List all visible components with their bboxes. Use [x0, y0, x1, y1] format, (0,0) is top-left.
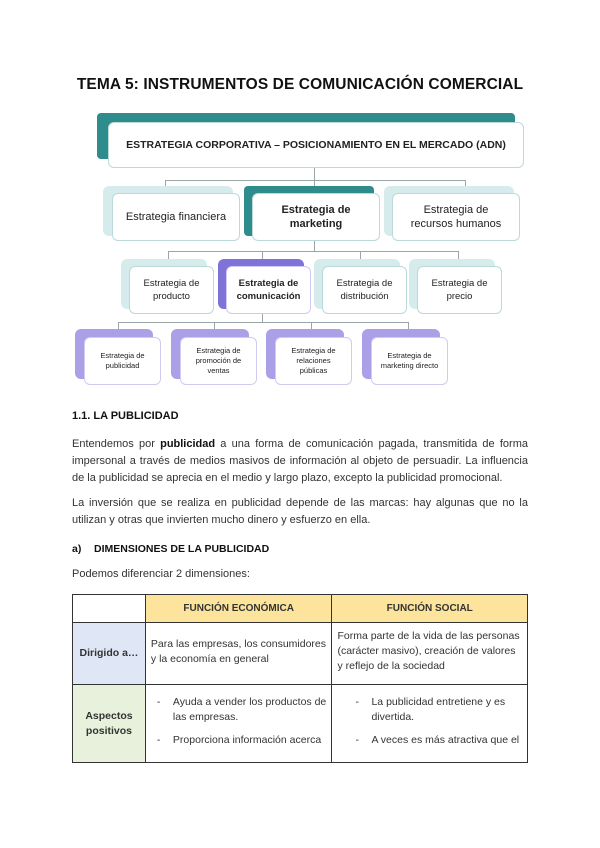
connector: [458, 251, 459, 259]
connector: [262, 251, 263, 259]
distribution-strategy-box: [322, 266, 407, 314]
public-relations-strategy-box: [275, 337, 352, 385]
list-item: - A veces es más atractiva que el: [349, 733, 522, 748]
price-strategy-label: Estrategia de precio: [431, 278, 488, 302]
table-row: [73, 623, 528, 685]
financial-strategy-label: Estrategia financiera: [125, 211, 227, 223]
marketing-strategy-box: [252, 193, 380, 241]
list-item: - Proporciona información acerca: [151, 733, 327, 748]
page-title: TEMA 5: INSTRUMENTOS DE COMUNICACIÓN COMERCIAL: [76, 76, 524, 93]
subsection-title: DIMENSIONES DE LA PUBLICIDAD: [94, 543, 270, 555]
root-strategy-box: [108, 122, 524, 168]
row-label-positive-aspects: Aspectos positivos: [73, 685, 146, 763]
cell-economic-positive: [145, 685, 332, 763]
marketing-strategy-label: Estrategia de marketing: [281, 204, 351, 230]
product-strategy-label: Estrategia de producto: [143, 278, 200, 302]
sales-promotion-strategy-box: [180, 337, 257, 385]
paragraph-investment: La inversión que se realiza en publicidad depende de las marcas: hay algunas que no la utilizan y otras que invierten mucho dinero y esfuerzo en ella.: [72, 497, 528, 526]
paragraph-definition: Entendemos por publicidad a una forma de comunicación pagada, transmitida de forma impersonal a través de medios masivos de información al objeto de persuadir. La influencia de la publicidad se aprecia en el medio y largo plazo, excepto la publicidad promocional.: [72, 438, 528, 484]
dimensions-table: [72, 594, 528, 763]
connector: [168, 251, 169, 259]
table-header-row: [73, 595, 528, 623]
financial-strategy-box: [112, 193, 240, 241]
root-strategy-label: ESTRATEGIA CORPORATIVA – POSICIONAMIENTO EN EL MERCADO (ADN): [126, 139, 506, 151]
table-row: [73, 685, 528, 763]
communication-strategy-label: Estrategia de comunicación: [236, 278, 301, 302]
header-economic-function: FUNCIÓN ECONÓMICA: [145, 595, 332, 623]
list-item: - Ayuda a vender los productos de las empresas.: [151, 695, 327, 725]
cell-economic-directed: Para las empresas, los consumidores y la economía en general: [145, 623, 332, 685]
subsection-heading: [72, 543, 269, 555]
section-heading: 1.1. LA PUBLICIDAD: [72, 410, 179, 422]
cell-social-directed: Forma parte de la vida de las personas (carácter masivo), creación de valores y reflejo de la sociedad: [332, 623, 528, 685]
list-item: - La publicidad entretiene y es divertida.: [349, 695, 522, 725]
communication-strategy-box: [226, 266, 311, 314]
hr-strategy-box: [392, 193, 520, 241]
row-label-directed-to: Dirigido a…: [73, 623, 146, 685]
table-corner-cell: [73, 595, 146, 623]
distribution-strategy-label: Estrategia de distribución: [336, 278, 393, 302]
advertising-strategy-box: [84, 337, 161, 385]
connector: [314, 241, 315, 251]
direct-marketing-strategy-box: [371, 337, 448, 385]
connector: [168, 251, 458, 252]
term-publicidad: publicidad: [160, 438, 216, 450]
direct-marketing-strategy-label: Estrategia de marketing directo: [380, 351, 439, 370]
header-social-function: FUNCIÓN SOCIAL: [332, 595, 528, 623]
product-strategy-box: [129, 266, 214, 314]
connector: [262, 314, 263, 322]
connector: [165, 180, 465, 181]
connector: [314, 168, 315, 180]
cell-social-positive: [332, 685, 528, 763]
subsection-label: a): [72, 543, 82, 555]
sales-promotion-strategy-label: Estrategia de promoción de ventas: [195, 346, 242, 375]
public-relations-strategy-label: Estrategia de relaciones públicas: [291, 346, 336, 375]
connector: [360, 251, 361, 259]
hr-strategy-label: Estrategia de recursos humanos: [410, 204, 502, 230]
price-strategy-box: [417, 266, 502, 314]
dimensions-intro: Podemos diferenciar 2 dimensiones:: [72, 568, 250, 580]
advertising-strategy-label: Estrategia de publicidad: [100, 351, 145, 370]
connector: [118, 322, 408, 323]
